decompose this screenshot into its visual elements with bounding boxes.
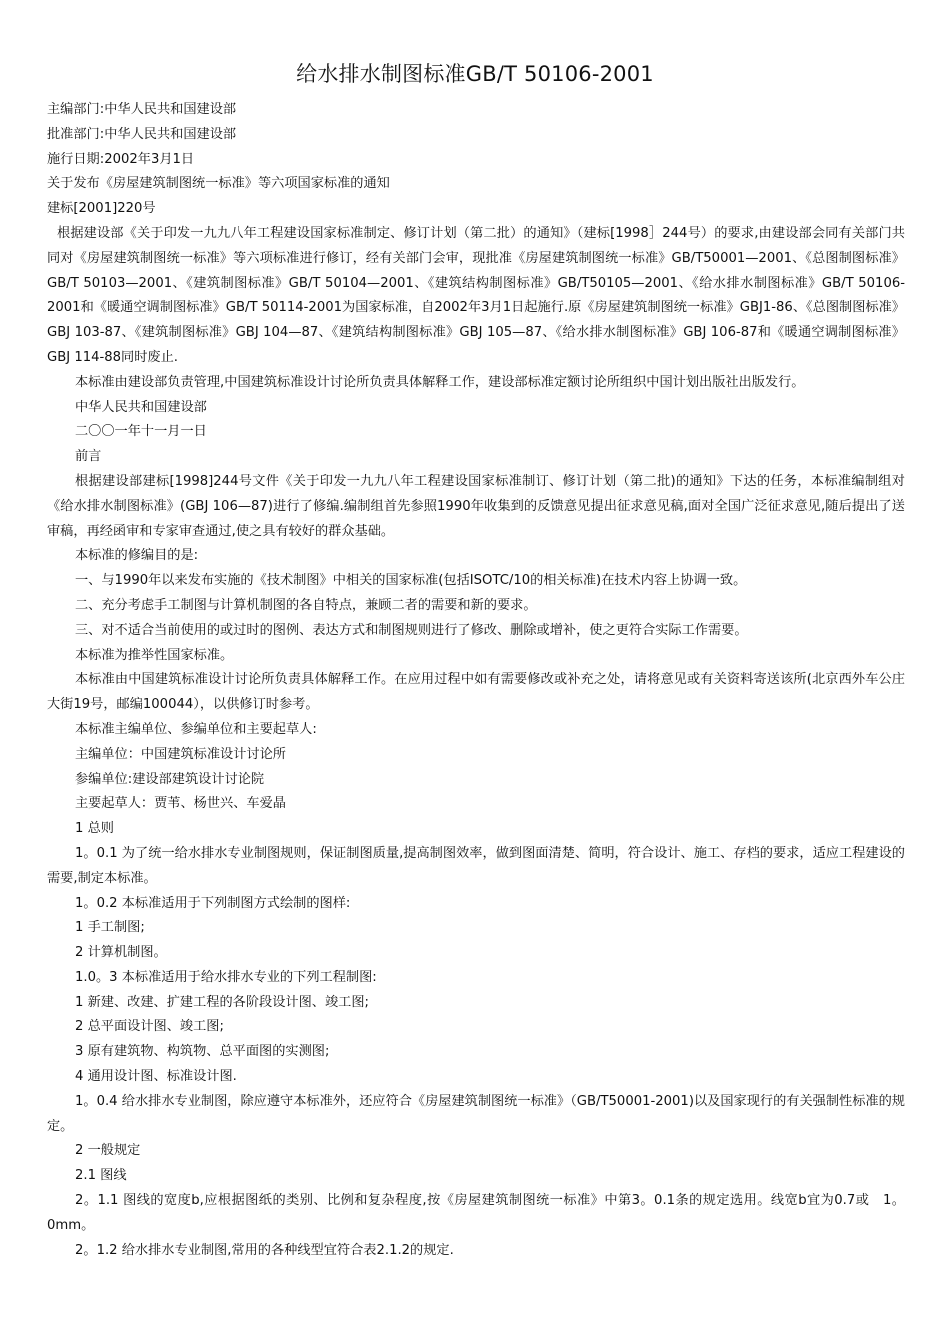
document-title: 给水排水制图标准GB/T 50106-2001 <box>296 62 654 86</box>
paragraph: 主要起草人：贾苇、杨世兴、车爱晶 <box>75 796 286 812</box>
paragraph: 一、与1990年以来发布实施的《技术制图》中相关的国家标准(包括ISOTC/10的相关标准)在技术内容上协调一致。 <box>75 573 747 589</box>
paragraph: 参编单位:建设部建筑设计讨论院 <box>75 771 265 787</box>
paragraph: 三、对不适合当前使用的或过时的图例、表达方式和制图规则进行了修改、删除或增补，使之更符合实际工作需要。 <box>75 622 748 638</box>
paragraph: 前言 <box>75 449 102 465</box>
paragraph: 本标准主编单位、参编单位和主要起草人: <box>75 721 317 737</box>
paragraph: 2 总平面设计图、竣工图; <box>75 1019 224 1035</box>
paragraph: 4 通用设计图、标准设计图. <box>75 1069 237 1085</box>
paragraph: 2 计算机制图。 <box>75 945 167 961</box>
paragraph: 2.1 图线 <box>75 1168 127 1184</box>
paragraph: 根据建设部建标[1998]244号文件《关于印发一九九八年工程建设国家标准制订、修订计划（第二批)的通知》下达的任务，本标准编制组对《给水排水制图标准》(GBJ 106—87)进行了修编.编制组首先参照1990年收集到的反馈意见提出征求意见稿,面对全国广泛征求意见,随后提出了送审稿，再经函审和专家审查通过,使之具有较好的群众基础。 <box>47 473 905 539</box>
paragraph: 1 新建、改建、扩建工程的各阶段设计图、竣工图; <box>75 994 369 1010</box>
paragraph: 2。1.2 给水排水专业制图,常用的各种线型宜符合表2.1.2的规定. <box>75 1242 454 1258</box>
paragraph: 主编部门:中华人民共和国建设部 <box>47 102 237 117</box>
paragraph: 1.0。3 本标准适用于给水排水专业的下列工程制图: <box>75 969 377 985</box>
paragraph: 二、充分考虑手工制图与计算机制图的各自特点，兼顾二者的需要和新的要求。 <box>75 597 537 613</box>
paragraph: 1。0.4 给水排水专业制图，除应遵守本标准外，还应符合《房屋建筑制图统一标准》（GB/T50001-2001)以及国家现行的有关强制性标准的规定。 <box>47 1093 905 1134</box>
paragraph: 本标准由中国建筑标准设计讨论所负责具体解释工作。在应用过程中如有需要修改或补充之处，请将意见或有关资料寄送该所(北京西外车公庄大街19号，邮编100044），以供修订时参考。 <box>47 672 905 713</box>
paragraph: 1 总则 <box>75 821 114 837</box>
paragraph: 1。0.1 为了统一给水排水专业制图规则，保证制图质量,提高制图效率，做到图面清楚、简明，符合设计、施工、存档的要求，适应工程建设的需要,制定本标准。 <box>47 845 905 886</box>
paragraph: 主编单位：中国建筑标准设计讨论所 <box>75 746 286 762</box>
paragraph: 关于发布《房屋建筑制图统一标准》等六项国家标准的通知 <box>47 176 390 192</box>
paragraph: 2。1.1 图线的宽度b,应根据图纸的类别、比例和复杂程度,按《房屋建筑制图统一标准》中第3。0.1条的规定选用。线宽b宜为0.7或 1。0mm。 <box>47 1193 905 1233</box>
paragraph: 1。0.2 本标准适用于下列制图方式绘制的图样: <box>75 895 351 911</box>
paragraph: 1 手工制图; <box>75 920 145 936</box>
paragraph: 二〇〇一年十一月一日 <box>75 424 207 440</box>
paragraph: 施行日期:2002年3月1日 <box>47 151 195 167</box>
paragraph: 本标准由建设部负责管理,中国建筑标准设计讨论所负责具体解释工作，建设部标准定额讨论所组织中国计划出版社出版发行。 <box>75 374 805 390</box>
paragraph: 本标准的修编目的是: <box>75 548 199 564</box>
paragraph: 建标[2001]220号 <box>47 201 156 217</box>
paragraph: 根据建设部《关于印发一九九八年工程建设国家标准制定、修订计划（第二批）的通知》（建标[1998］244号）的要求,由建设部会同有关部门共同对《房屋建筑制图统一标准》等六项标准进行修订，经有关部门会审，现批准《房屋建筑制图统一标准》GB/T50001—2001、《总图制图标准》GB/T 50103—2001、《建筑制图标准》GB/T 50104—2001、《建筑结构制图标准》GB/T50105—2001、《给水排水制图标准》GB/T 50106-2001和《暖通空调制图标准》GB/T 50114-2001为国家标准，自2002年3月1日起施行.原《房屋建筑制图统一标准》GBJ1-86、《总图制图标准》GBJ 103-87、《建筑制图标准》GBJ 104—87、《建筑结构制图标准》GBJ 105—87、《给水排水制图标准》GBJ 106-87和《暖通空调制图标准》GBJ 114-88同时废止. <box>47 225 905 365</box>
paragraph: 中华人民共和国建设部 <box>75 399 207 415</box>
paragraph: 2 一般规定 <box>75 1143 141 1159</box>
document-body <box>47 98 905 1263</box>
paragraph: 批准部门:中华人民共和国建设部 <box>47 126 237 142</box>
paragraph: 本标准为推举性国家标准。 <box>75 647 234 663</box>
paragraph: 3 原有建筑物、构筑物、总平面图的实测图; <box>75 1044 330 1060</box>
